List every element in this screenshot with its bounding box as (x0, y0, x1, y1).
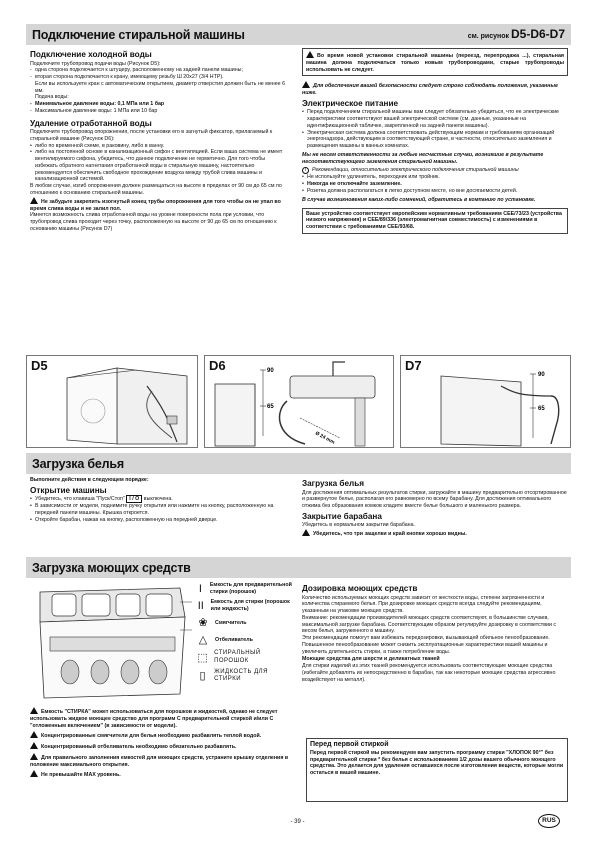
height-90-label: 90 (267, 368, 274, 374)
list-item: - Максимальное давление воды: 1 МПа или 10 бар (30, 108, 287, 115)
list-item: • Откройте барабан, нажав на кнопку, расположенную на передней дверце. (30, 517, 288, 524)
list-item: • Розетка должна располагаться в легко доступном месте, но вне досягаемости детей. (302, 188, 568, 195)
legend-item-powder: ⬚ СТИРАЛЬНЫЙ ПОРОШОК (197, 650, 261, 664)
drain-extra: Имеется возможность слива отработанной воды на уровне поверхности пола при условии, что трубопровод слива проходит через точку, расположенную на высоте от 90 до 65 см по отношению к основанию машины (Рисунок D7) (30, 212, 277, 232)
open-list (30, 496, 288, 523)
electric-title: Электрическое питание (302, 98, 399, 108)
section-header-connection (26, 24, 571, 45)
left-column-connection (30, 48, 287, 353)
diameter-label: Ø 24 mm (314, 430, 336, 446)
detergent-drawer-illustration (30, 582, 192, 702)
figure-d7 (400, 355, 571, 448)
loading-left (30, 477, 288, 547)
page-number: - 39 - (290, 819, 305, 825)
right-column-connection: Во время новой установки стиральной машины (переезд, перепродажа ...), стиральная машина должна подключаться только новым трубопроводами, старые трубопроводы использовать не следует. Для обеспечения вашей безопасности следует строго соблюдать положения, указанные ниже. Электрическое питание • Перед подключением стиральной машины вам следует обязательно убедиться, что ее электрические характеристики соответствуют вашей электрической системе (см. данные, указанные на идентификационной табличке, закрепленной на задней панели машины). • Электрическая система должна соответствовать действующим нормам и требованиям организаций энергонадзора, действующим в соответствующей стране, в частности, относительно заземления и размещения машины в ванных комнатах. Мы не несем ответственности за любые несчастные случаи, возникшие в результате несоответствующего заземления стиральной машины. i Рекомендации, относительно электрического подключения стиральной машины • Не используйте удлинитель, переходник или тройник. • Никогда не отключайте заземление. • Розетка должна располагаться в легко доступном месте, но вне досягаемости детей. В случае возникновения каких-либо сомнений, обратитесь в компанию по установке. Ваше устройство соответствует европейским нормативным требованиям CEE/73/23 (устройства низкого напряжения) и CEE/89/336 (электромагнитная совместимость) с изменениями в соответствии с требованиями CEE/93/68. (302, 48, 568, 353)
list-item: - вторая сторона подключается к крану, имеющему резьбу Ш 20x27 (3/4 НТР). (30, 74, 287, 81)
list-item: • Убедитесь, что клавиша "Пуск/Стоп" I / O выключена. (30, 496, 288, 503)
height-65-label: 65 (538, 406, 545, 412)
safety-warning: Для обеспечения вашей безопасности следует строго соблюдать положения, указанные ниже. (302, 83, 558, 97)
cold-list (30, 67, 287, 81)
list-item: • Никогда не отключайте заземление. (302, 181, 568, 188)
legend-item-bleach: △ Отбеливатель (196, 633, 292, 647)
dosage-text: Эти рекомендации помогут вам избежать передозировки, вызывающей обильное пенообразование. Повышенное пенообразование может снизить эксплуатационные характеристики вашей машины и увеличить длительность стирки, а также потребление воды. (302, 635, 550, 655)
close-drum-warning: Убедитесь, что три защелки и край кнопки хорошо видны. (313, 531, 467, 538)
loading-intro: Выполните действия в следующем порядке: (30, 477, 149, 483)
figure-d6 (204, 355, 394, 448)
first-wash-text: Перед первой стиркой мы рекомендуем вам запустить программу стирки "ХЛОПОК 90°" без предварительной стирки * без белья с использованием 1/2 дозы вашего обычного моющего средства. Это делается для удаления оставшихся после изготовления веществ, которые могли остаться в вашей машине. (310, 749, 564, 777)
compartment-2-icon: II (197, 600, 204, 613)
legend-item-softener: ❀ Смягчитель (196, 616, 292, 630)
detergent-legend (196, 582, 292, 704)
drain-list (30, 143, 287, 184)
pressure-label: Подача воды: (35, 94, 69, 101)
list-item: - Минимальное давление воды: 0,1 МПа или 1 бар (30, 101, 287, 108)
warning-icon (30, 197, 38, 204)
list-item: • Не используйте удлинитель, переходник или тройник. (302, 174, 568, 181)
start-stop-key: I / O (126, 495, 142, 503)
first-wash-box (306, 738, 568, 802)
height-65-label: 65 (267, 404, 274, 410)
cold-intro: Подключите трубопровод подачи воды (Рисунок D5): (30, 60, 161, 67)
dosage-section (302, 582, 568, 734)
language-badge: RUS (538, 814, 560, 828)
list-item: • Перед подключением стиральной машины вам следует обязательно убедиться, что ее электрические характеристики соответствуют вашей электрической системе (см. данные, указанные на идентификационной табличке, закрепленной на задней панели машины). (302, 109, 568, 129)
close-drum-title: Закрытие барабана (302, 511, 382, 521)
first-wash-title: Перед первой стиркой (310, 741, 389, 748)
dosage-text: Количество используемых моющих средств зависит от жесткости воды, степени загрязненности и количества стираемого белья. При дозировке моющих средств всегда следуйте рекомендациям, указанным на упаковке моющих средств. (302, 594, 545, 615)
drain-note: В любом случае, изгиб опорожнения должен размещаться на высоте в пределах от 90 см до 65 см по отношению к основанию стиральной машины. (30, 183, 282, 197)
warning-icon (302, 81, 310, 88)
section-title: Загрузка белья (32, 456, 124, 471)
wool-title: Моющие средства для шерсти и деликатных тканей (302, 656, 440, 663)
load-laundry-title: Загрузка белья (302, 479, 365, 488)
liability-note: Мы не несем ответственности за любые несчастные случаи, возникшие в результате несоответствующего заземления стиральной машины. (302, 151, 544, 165)
liquid-icon: ▯ (199, 670, 206, 683)
flower-icon: ❀ (198, 617, 208, 630)
drawer-drawing (30, 582, 192, 702)
list-item: • Электрическая система должна соответствовать действующим нормам и требованиям организаций энергонадзора, действующим в соответствующей стране, в частности, относительно заземления и размещения машины в ванных комнатах. (302, 130, 568, 150)
doubt-note: В случае возникновения каких-либо сомнений, обратитесь в компанию по установке. (302, 196, 536, 203)
section-header-detergent (26, 557, 571, 578)
drain-intro: Подключите трубопровод опорожнения, после установки его в загнутый фиксатор, прилагаемый к стиральной машине (Рисунок D6): (30, 129, 273, 142)
warning-icon (30, 753, 38, 760)
section-header-loading (26, 453, 571, 474)
electric-list (302, 109, 568, 150)
powder-icon: ⬚ (197, 651, 208, 664)
warning-icon (302, 529, 310, 536)
loading-right (302, 477, 568, 547)
figure-label: D5 (31, 358, 48, 373)
detergent-warnings: Емкость "СТИРКА" может использоваться для порошков и жидкостей, однако не следует использовать жидкое моющее средство для программ С предварительной стиркой и/или С "отложенным включением" (в зависимости от модели). Концентрированные смягчители для белья необходимо разбавлять теплой водой. Концентрированный отбеливатель необходимо обязательно разбавлять. Для правильного заполнения емкостей для моющих средств, устраните крышку отделения в положение максимального открытия. Не превышайте MAX уровень. (30, 709, 289, 779)
bleach-triangle-icon: △ (198, 634, 208, 647)
recommend-list (302, 174, 568, 194)
drain-warning: Не забудьте закрепить изогнутый конец трубы опорожнения для того чтобы он не упал во время слива воды и не залил пол. (30, 198, 281, 212)
section-title: Загрузка моющих средств (32, 560, 191, 575)
figure-label: D6 (209, 358, 226, 373)
section-title: Подключение стиральной машины (32, 27, 245, 42)
list-item: - одна сторона подключается к штуцеру, расположенному на задней панели машины; (30, 67, 287, 74)
dosage-title: Дозировка моющих средств (302, 584, 418, 593)
figure-reference: см. рисунок D5-D6-D7 (467, 26, 565, 41)
warning-icon (306, 51, 314, 58)
cold-water-title: Подключение холодной воды (30, 50, 152, 59)
warning-icon (30, 731, 38, 738)
pressure-list (30, 101, 287, 115)
list-item: • либо на постоянной основе в канализационный сифон с вентиляцией. Если ваша система не имеет вентилируемого сифона, убедитесь, что данное подключение не герметично. Для того чтобы избежать обратного нагнетания отработанной воды в стиральную машину, настоятельно рекомендуется обеспечить свободное прохождение воздуха между трубой слива машины и канализационной системой. (30, 149, 287, 183)
close-drum-text: Убедитесь в нормальном закрытии барабана. (302, 522, 416, 529)
floor-drain-illustration (401, 356, 571, 448)
legend-item-liquid: ▯ ЖИДКОСТЬ ДЛЯ СТИРКИ (196, 669, 292, 684)
warning-icon (30, 707, 38, 714)
drain-sink-illustration (205, 356, 394, 448)
legend-item-wash: II Емкость для стирки (порошок или жидкость) (197, 599, 290, 613)
list-item: • либо по временной схеме, в раковину, либо в ванну. (30, 143, 287, 150)
new-install-warning-box: Во время новой установки стиральной машины (переезд, перепродажа ...), стиральная машина должна подключаться только новым трубопроводами, старые трубопроводы использовать не следует. (302, 48, 568, 76)
open-machine-title: Открытие машины (30, 485, 107, 495)
figures-row (26, 355, 571, 448)
wool-text: Для стирки изделий из этих тканей рекомендуется использовать соответствующие моющие средства (избегайте добавлять их непосредственно в барабан, так как некоторые моющие средства агрессивно воздействуют на металл). (302, 663, 556, 683)
legend-item-prewash: I Емкость для предварительной стирки (порошок) (196, 582, 292, 596)
conformity-box: Ваше устройство соответствует европейским нормативным требованиям CEE/73/23 (устройства низкого напряжения) и CEE/89/336 (электромагнитная совместимость) с изменениями в соответствии с требованиями CEE/93/68. (302, 208, 568, 234)
load-laundry-text: Для достижения оптимальных результатов стирки, загружайте в машину предварительно отсортированное и развернутое белье, располагая его равномерно по всему барабану. Для достижения оптимального отжима без образования комков кладите вместе белье большого и маленького размера. (302, 489, 567, 510)
drain-title: Удаление отработанной воды (30, 118, 152, 128)
height-90-label: 90 (538, 372, 545, 378)
warning-icon (30, 770, 38, 777)
dosage-text: Внимание: рекомендации производителей моющих средств соответствуют, в большинстве случаев, максимальной загрузке барабана. Соответствующим образом регулируйте дозировку в соответствии с весом белья, загруженного в машину. (302, 614, 557, 635)
figure-d5 (26, 355, 198, 448)
figure-label: D7 (405, 358, 422, 373)
cold-note: Если вы используете кран с автоматическим открытием, диаметр отверстия должен быть не менее 6 мм. (35, 80, 286, 94)
compartment-1-icon: I (198, 583, 202, 595)
warning-icon (30, 742, 38, 749)
list-item: • В зависимости от модели, поднимите ручку открытия или нажмите на кнопку, расположенную на передней панели машины. Крышка откроется. (30, 503, 288, 517)
washer-back-illustration (27, 356, 198, 448)
info-icon: i (302, 167, 309, 174)
